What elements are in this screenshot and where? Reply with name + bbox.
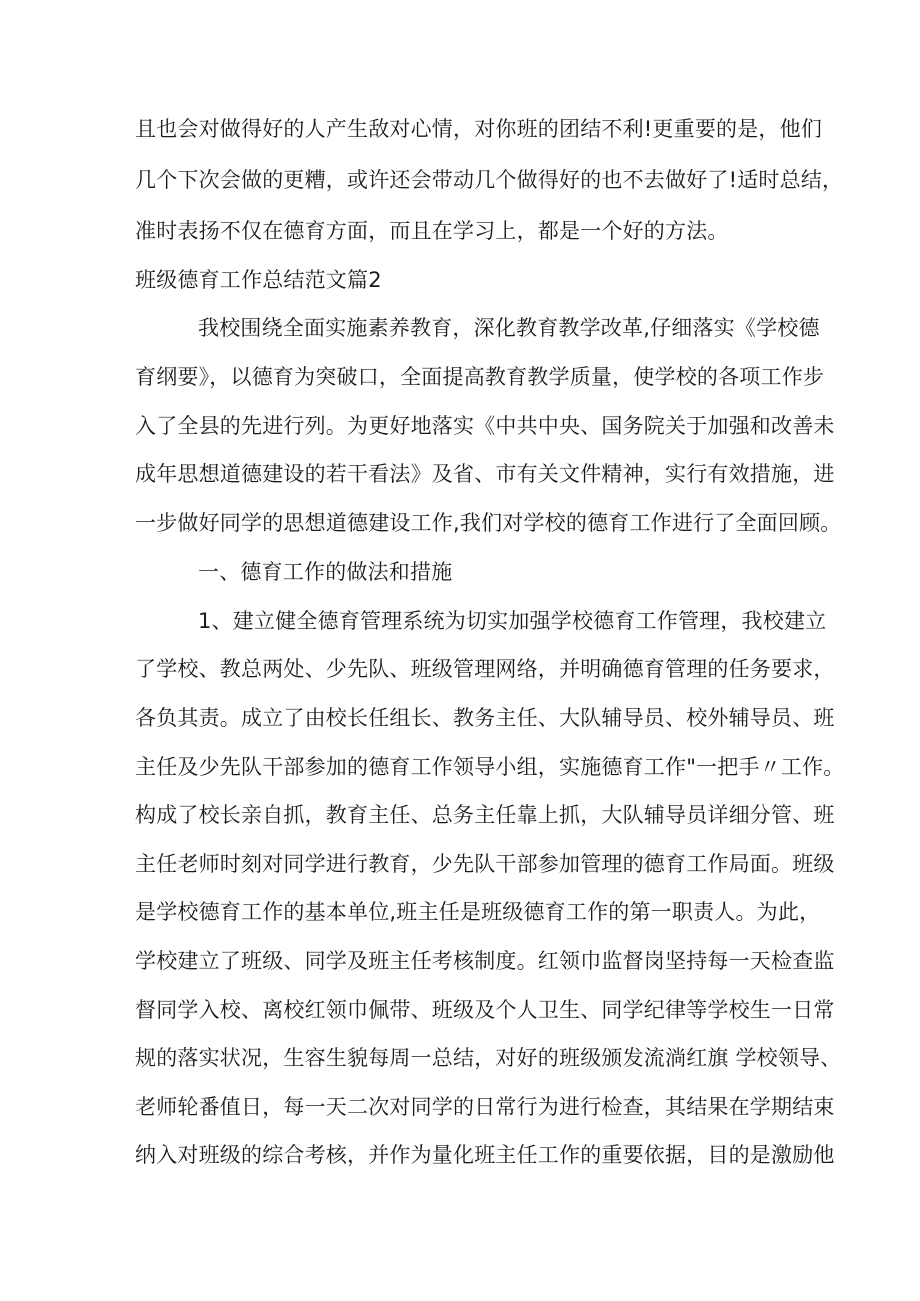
text-line: 督同学入校、离校红领巾佩带、班级及个人卫生、同学纪律等学校生一日常 (135, 998, 835, 1022)
text-line: 规的落实状况，生容生貌每周一总结，对好的班级颁发流淌红旗 学校领导、 (135, 1046, 842, 1070)
text-line: 各负其责。成立了由校长任组长、教务主任、大队辅导员、校外辅导员、班 (135, 706, 835, 730)
subsection-heading: 一、德育工作的做法和措施 (198, 560, 453, 584)
text-line: 了学校、教总两处、少先队、班级管理网络，并明确德育管理的任务要求， (135, 657, 835, 681)
text-line: 主任及少先队干部参加的德育工作领导小组，实施德育工作"一把手〃工作。 (135, 755, 845, 779)
text-line: 几个下次会做的更糟，或许还会带动几个做得好的也不去做好了!适时总结， (135, 168, 844, 192)
text-line: 构成了校长亲自抓，教育主任、总务主任靠上抓，大队辅导员详细分管、班 (135, 803, 835, 827)
text-line: 育纲要》，以德育为突破口，全面提高教育教学质量，使学校的各项工作步 (135, 365, 825, 389)
text-line: 入了全县的先进行列。为更好地落实《中共中央、国务院关于加强和改善未 (135, 414, 835, 438)
section-heading: 班级德育工作总结范文篇2 (135, 268, 382, 292)
text-line: 且也会对做得好的人产生敌对心情，对你班的团结不利!更重要的是，他们 (135, 117, 823, 141)
text-line: 1、建立健全德育管理系统为切实加强学校德育工作管理，我校建立 (198, 609, 827, 633)
text-line: 一步做好同学的思想道德建设工作,我们对学校的德育工作进行了全面回顾。 (135, 511, 842, 535)
text-line: 是学校德育工作的基本单位,班主任是班级德育工作的第一职责人。为此， (135, 900, 821, 924)
text-line: 成年思想道德建设的若干看法》及省、市有关文件精神，实行有效措施，进 (135, 462, 835, 486)
text-line: 准时表扬不仅在德育方面，而且在学习上，都是一个好的方法。 (135, 219, 729, 243)
text-line: 我校围绕全面实施素养教育，深化教育教学改革,仔细落实《学校德 (198, 316, 820, 340)
text-line: 老师轮番值日，每一天二次对同学的日常行为进行检查，其结果在学期结束 (135, 1095, 835, 1119)
text-line: 主任老师时刻对同学进行教育，少先队干部参加管理的德育工作局面。班级 (135, 852, 835, 876)
text-line: 纳入对班级的综合考核，并作为量化班主任工作的重要依据，目的是激励他 (135, 1143, 835, 1167)
text-line: 学校建立了班级、同学及班主任考核制度。红领巾监督岗坚持每一天检查监 (135, 949, 835, 973)
